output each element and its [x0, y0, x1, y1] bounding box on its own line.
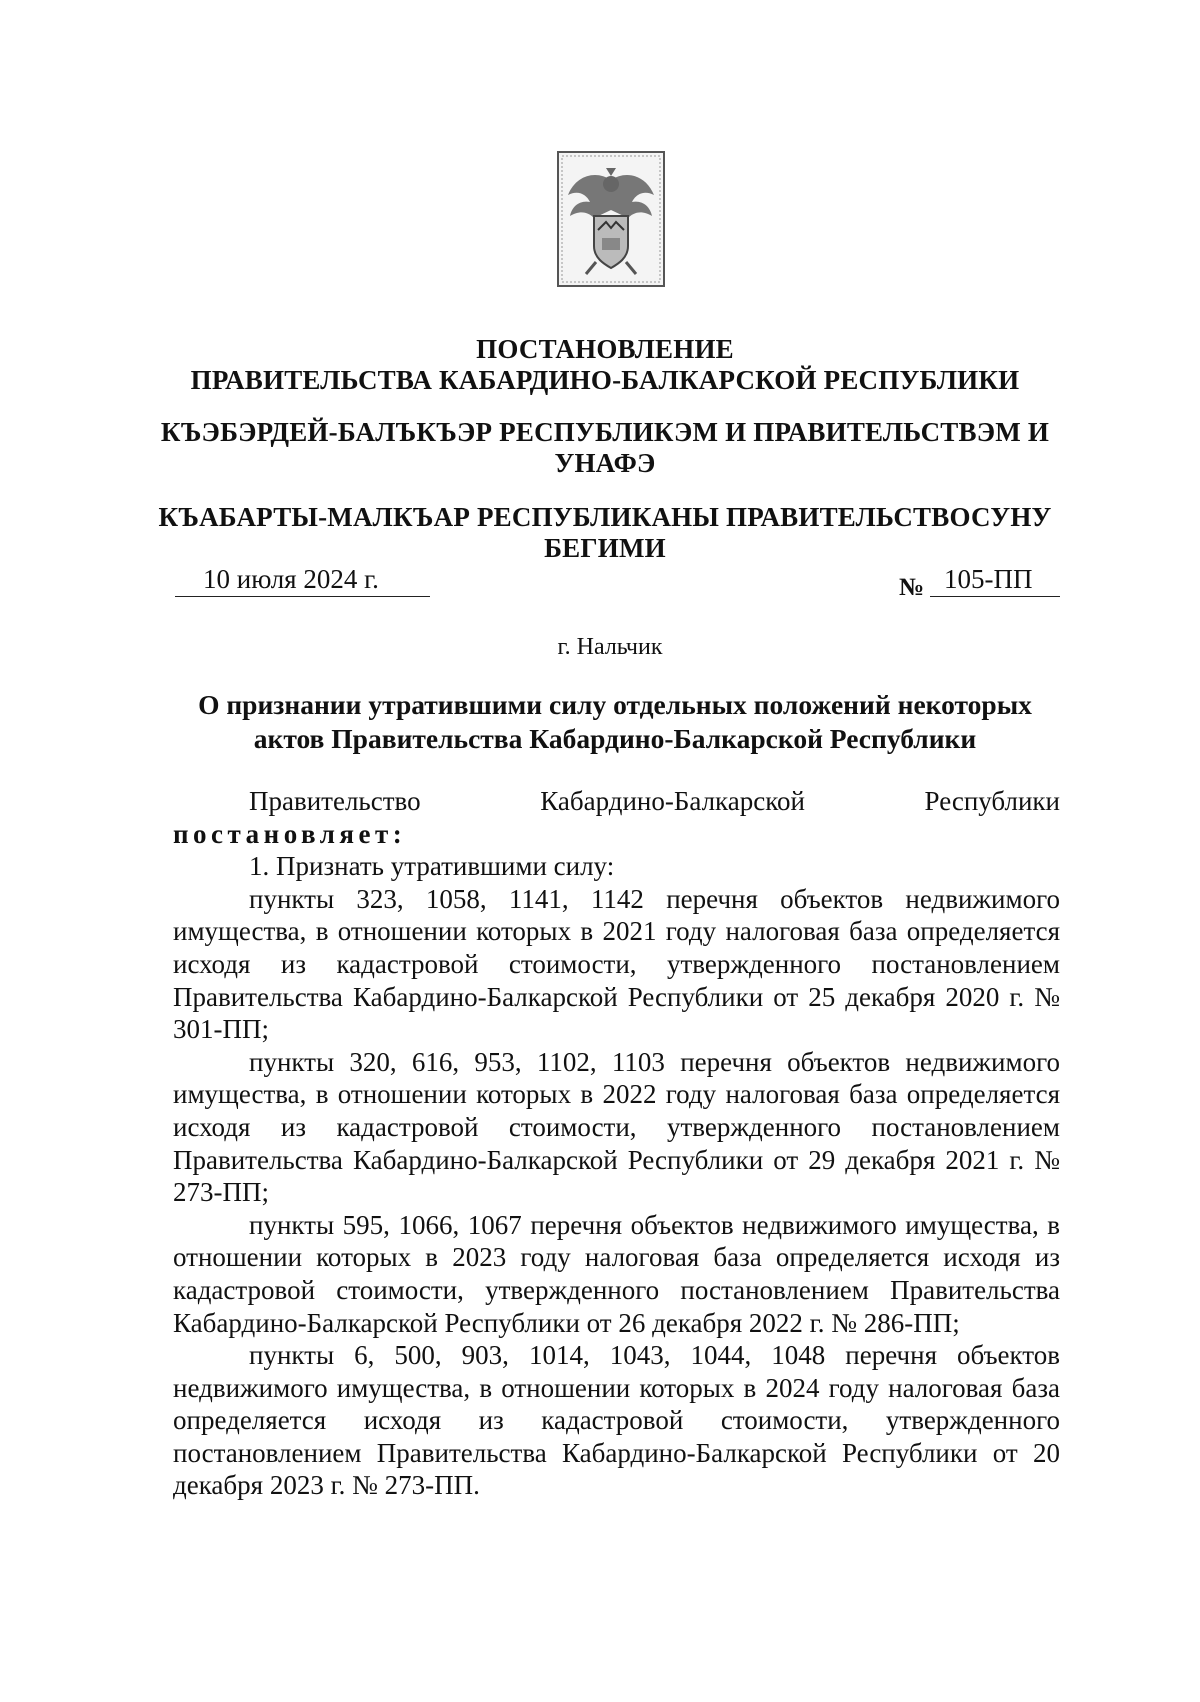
- paragraph: пункты 6, 500, 903, 1014, 1043, 1044, 1048 перечня объектов недвижимого имущества, в отношении которых в 2024 году налоговая база определяется исходя из кадастровой стоимости, утвержденного постановлением Правительства Кабардино-Балкарской Республики от 20 декабря 2023 г. № 273-ПП.: [173, 1340, 1060, 1501]
- gov-word-2: Кабардино-Балкарской: [540, 786, 805, 816]
- document-number: 105-ПП: [930, 562, 1060, 597]
- paragraph: пункты 595, 1066, 1067 перечня объектов недвижимого имущества, в отношении которых в 2023 году налоговая база определяется исходя из кадастровой стоимости, утвержденного постановлением Правительства Кабардино-Балкарской Республики от 26 декабря 2022 г. № 286-ПП;: [173, 1209, 1060, 1338]
- header-line2: ПРАВИТЕЛЬСТВА КАБАРДИНО-БАЛКАРСКОЙ РЕСПУБЛИКИ: [190, 365, 1020, 395]
- coat-of-arms-icon: [556, 150, 666, 288]
- paragraph: пункты 323, 1058, 1141, 1142 перечня объектов недвижимого имущества, в отношении которых в 2021 году налоговая база определяется исходя из кадастровой стоимости, утвержденного постановлением Правительства Кабардино-Балкарской Республики от 25 декабря 2020 г. № 301-ПП;: [173, 883, 1060, 1045]
- header-title: [150, 334, 1060, 396]
- document-body: [173, 785, 1060, 1502]
- item-1: 1. Признать утратившими силу:: [249, 851, 615, 882]
- city: г. Нальчик: [557, 634, 663, 660]
- gov-word-1: Правительство: [249, 786, 421, 816]
- gov-word-3: Республики: [924, 786, 1060, 816]
- header-line1: ПОСТАНОВЛЕНИЕ: [476, 334, 734, 364]
- number-label: №: [899, 574, 925, 601]
- document-title: О признании утратившими силу отдельных положений некоторых актов Правительства Кабардино-Балкарской Республики: [198, 689, 1032, 754]
- government-line: [173, 785, 1060, 818]
- header-kabardian: КЪЭБЭРДЕЙ-БАЛЪКЪЭР РЕСПУБЛИКЭМ И ПРАВИТЕЛЬСТВЭМ И УНАФЭ: [160, 417, 1050, 478]
- document-date: 10 июля 2024 г.: [175, 562, 430, 597]
- header-balkar: КЪАБАРТЫ-МАЛКЪАР РЕСПУБЛИКАНЫ ПРАВИТЕЛЬСТВОСУНУ БЕГИМИ: [158, 502, 1052, 563]
- paragraph: пункты 320, 616, 953, 1102, 1103 перечня объектов недвижимого имущества, в отношении которых в 2022 году налоговая база определяется исходя из кадастровой стоимости, утвержденного постановлением Правительства Кабардино-Балкарской Республики от 29 декабря 2021 г. № 273-ПП;: [173, 1046, 1060, 1208]
- decrees-word: постановляет:: [173, 818, 407, 849]
